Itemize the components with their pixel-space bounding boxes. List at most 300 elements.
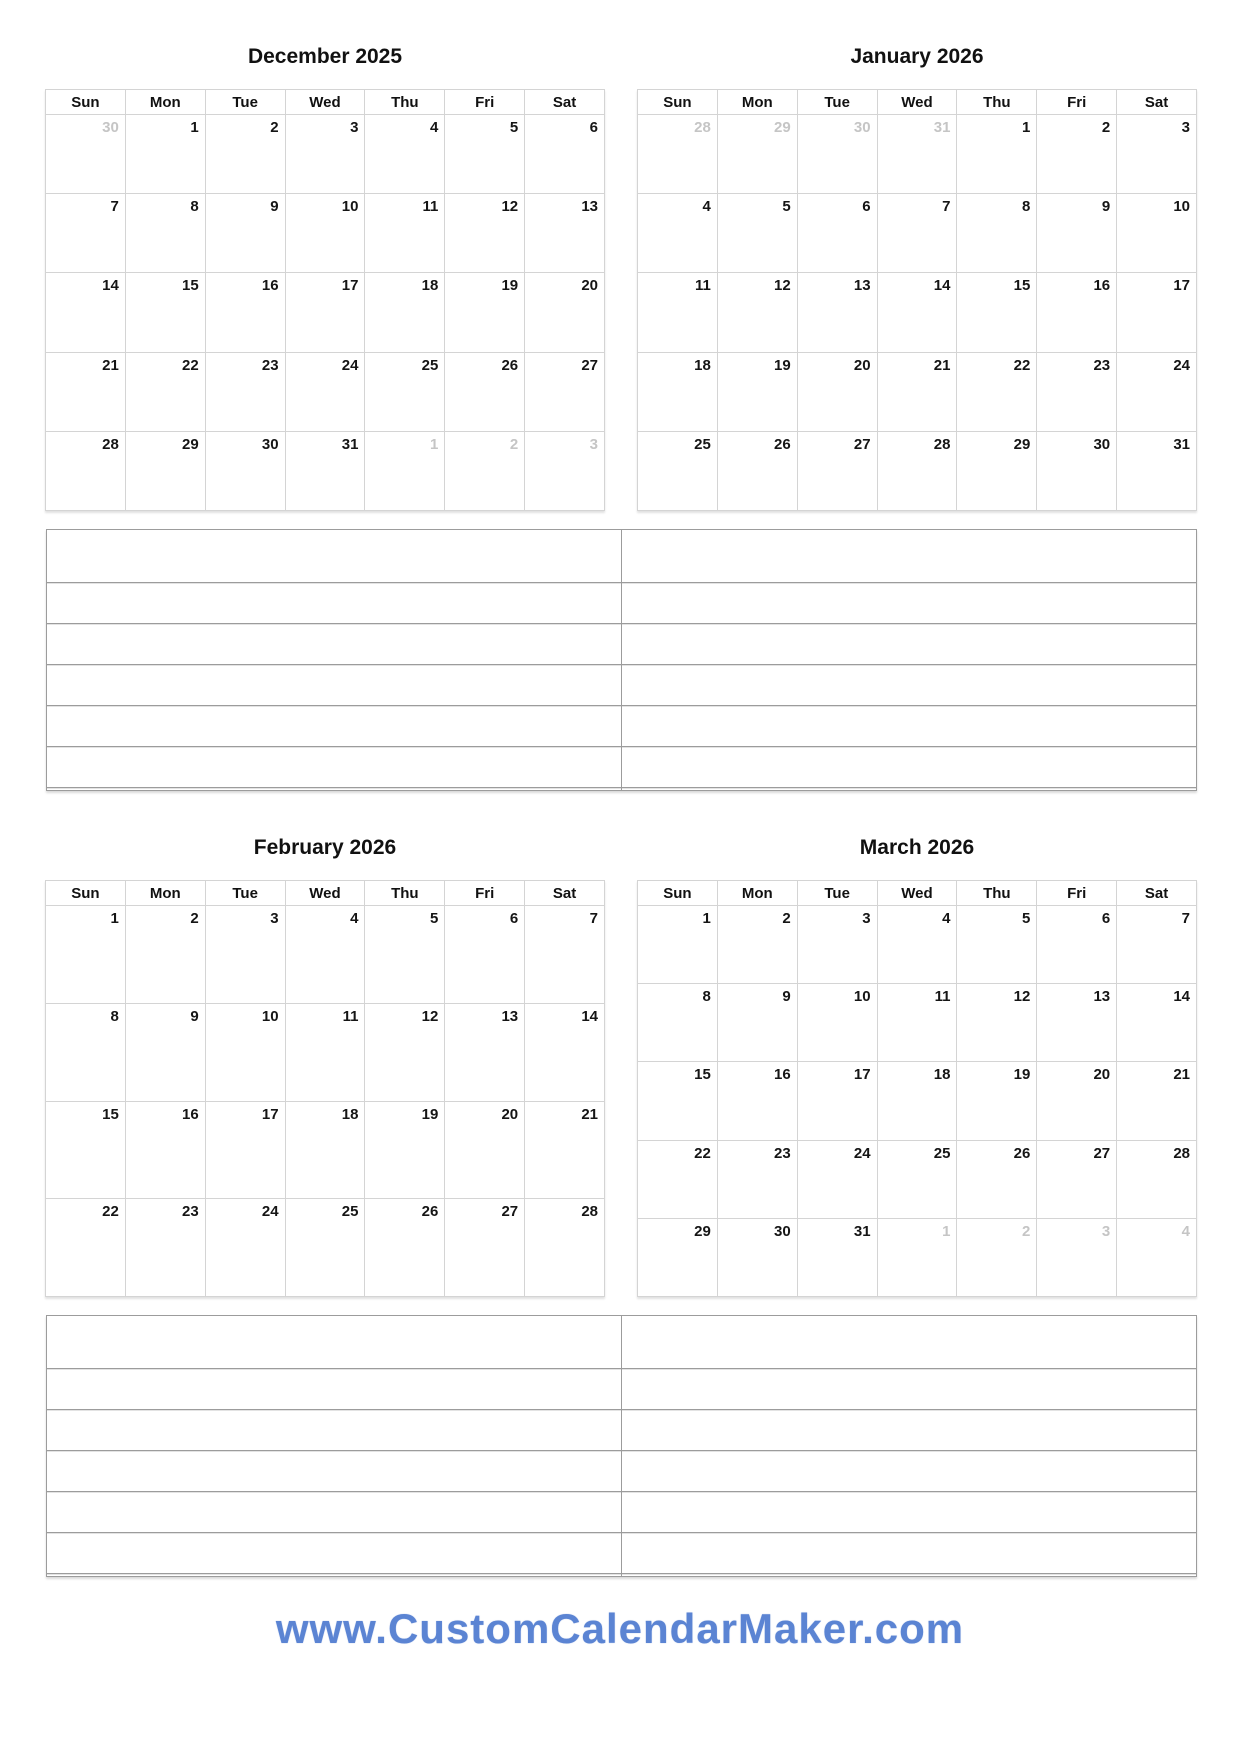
- day-cell: [957, 984, 1037, 1061]
- day-cell: [1117, 906, 1196, 983]
- day-number: 23: [182, 1203, 199, 1221]
- day-number: 23: [774, 1144, 791, 1162]
- day-cell: [46, 1199, 126, 1296]
- note-row: [47, 530, 1196, 583]
- day-cell: [1117, 1141, 1196, 1218]
- day-cell: [1117, 353, 1196, 431]
- day-number: 13: [1093, 988, 1111, 1006]
- day-number: 2: [782, 910, 791, 927]
- week-row: [638, 194, 1196, 273]
- day-cell: [718, 1141, 798, 1218]
- day-number: 30: [102, 119, 119, 136]
- bottom-calendar-row: [0, 791, 1240, 1297]
- day-cell: [957, 432, 1037, 510]
- day-number: 7: [1181, 910, 1191, 927]
- weekday-header: Wed: [286, 90, 366, 114]
- day-cell: [1037, 432, 1117, 510]
- day-number: 9: [1101, 198, 1111, 216]
- calendar-grid: [638, 906, 1196, 1296]
- calendar-title: December 2025: [247, 45, 403, 68]
- day-cell: [638, 984, 718, 1061]
- day-number: 31: [853, 1222, 871, 1240]
- weekday-header: Thu: [365, 90, 445, 114]
- day-cell: [365, 432, 445, 510]
- day-cell: [445, 1102, 525, 1199]
- day-cell: [798, 353, 878, 431]
- weekday-header-row: [46, 881, 604, 906]
- day-cell: [718, 432, 798, 510]
- day-number: 4: [942, 910, 951, 927]
- week-row: [46, 1004, 604, 1102]
- day-number: 6: [1101, 910, 1111, 927]
- day-cell: [718, 194, 798, 272]
- day-cell: [46, 273, 126, 351]
- day-cell: [525, 1004, 604, 1101]
- day-number: 17: [341, 277, 359, 295]
- watermark-row: [0, 1605, 1240, 1653]
- day-number: 28: [581, 1203, 599, 1221]
- note-row: [47, 747, 1196, 788]
- day-number: 12: [501, 198, 519, 216]
- day-cell: [126, 432, 206, 510]
- week-row: [638, 984, 1196, 1062]
- week-row: [638, 1062, 1196, 1140]
- day-cell: [798, 906, 878, 983]
- calendar-grid: [46, 115, 604, 510]
- note-row: [47, 583, 1196, 624]
- week-row: [46, 115, 604, 194]
- day-cell: [126, 1102, 206, 1199]
- day-cell: [365, 194, 445, 272]
- day-cell: [718, 273, 798, 351]
- day-number: 18: [341, 1105, 359, 1123]
- calendar-title: January 2026: [850, 45, 984, 68]
- day-number: 26: [421, 1203, 439, 1221]
- day-number: 17: [261, 1105, 279, 1123]
- day-cell: [798, 1062, 878, 1139]
- day-number: 25: [341, 1203, 359, 1221]
- calendar-grid-table: [637, 89, 1197, 511]
- day-cell: [1037, 984, 1117, 1061]
- day-number: 24: [853, 1144, 871, 1162]
- day-number: 9: [782, 988, 791, 1006]
- day-cell: [126, 906, 206, 1003]
- day-cell: [878, 984, 958, 1061]
- day-number: 25: [694, 435, 711, 453]
- week-row: [46, 273, 604, 352]
- day-number: 27: [853, 435, 871, 453]
- day-cell: [1117, 432, 1196, 510]
- watermark-link[interactable]: www.CustomCalendarMaker.com: [275, 1605, 965, 1652]
- day-number: 4: [702, 198, 711, 216]
- day-cell: [365, 1102, 445, 1199]
- day-cell: [126, 194, 206, 272]
- day-cell: [1117, 1062, 1196, 1139]
- weekday-header: Mon: [126, 881, 206, 905]
- weekday-header: Sun: [638, 90, 718, 114]
- day-cell: [525, 194, 604, 272]
- day-number: 19: [421, 1105, 439, 1123]
- note-row: [47, 1316, 1196, 1369]
- day-cell: [206, 194, 286, 272]
- day-number: 22: [182, 356, 199, 374]
- day-cell: [206, 115, 286, 193]
- day-cell: [286, 1199, 366, 1296]
- day-number: 29: [694, 1222, 711, 1240]
- day-number: 7: [942, 198, 951, 216]
- day-number: 20: [853, 356, 871, 374]
- day-number: 25: [933, 1144, 951, 1162]
- day-number: 2: [190, 910, 199, 927]
- day-cell: [878, 194, 958, 272]
- day-cell: [1037, 353, 1117, 431]
- day-number: 1: [1021, 119, 1031, 136]
- day-number: 18: [421, 277, 439, 295]
- day-cell: [365, 906, 445, 1003]
- day-number: 11: [934, 988, 951, 1006]
- day-number: 31: [1173, 435, 1191, 453]
- calendar-grid: [638, 115, 1196, 510]
- day-cell: [46, 353, 126, 431]
- day-cell: [445, 194, 525, 272]
- day-number: 6: [589, 119, 599, 136]
- day-cell: [718, 1219, 798, 1296]
- day-cell: [525, 432, 604, 510]
- day-cell: [798, 194, 878, 272]
- day-number: 12: [774, 277, 791, 295]
- notes-column-divider: [621, 530, 622, 790]
- day-cell: [286, 432, 366, 510]
- calendar-title: February 2026: [253, 836, 397, 859]
- day-cell: [46, 906, 126, 1003]
- week-row: [46, 353, 604, 432]
- week-row: [638, 432, 1196, 510]
- day-number: 29: [1013, 435, 1031, 453]
- day-number: 3: [270, 910, 279, 927]
- day-cell: [878, 1219, 958, 1296]
- day-cell: [1117, 194, 1196, 272]
- day-cell: [286, 194, 366, 272]
- week-row: [638, 353, 1196, 432]
- day-cell: [365, 115, 445, 193]
- day-cell: [638, 1141, 718, 1218]
- week-row: [46, 1199, 604, 1296]
- day-cell: [957, 1062, 1037, 1139]
- day-cell: [798, 1219, 878, 1296]
- weekday-header: Sun: [638, 881, 718, 905]
- weekday-header: Sun: [46, 881, 126, 905]
- calendar-grid-table: [637, 880, 1197, 1297]
- day-number: 1: [702, 910, 711, 927]
- day-cell: [1037, 1219, 1117, 1296]
- day-cell: [1117, 984, 1196, 1061]
- day-cell: [718, 984, 798, 1061]
- day-cell: [365, 353, 445, 431]
- day-cell: [525, 906, 604, 1003]
- weekday-header: Fri: [1037, 881, 1117, 905]
- day-cell: [1117, 1219, 1196, 1296]
- day-cell: [638, 194, 718, 272]
- weekday-header: Wed: [878, 90, 958, 114]
- day-cell: [798, 984, 878, 1061]
- day-number: 23: [261, 356, 279, 374]
- day-number: 20: [1093, 1066, 1111, 1084]
- day-number: 21: [1173, 1066, 1191, 1084]
- day-cell: [1037, 1141, 1117, 1218]
- day-number: 23: [1093, 356, 1111, 374]
- day-cell: [957, 1219, 1037, 1296]
- day-number: 10: [1173, 198, 1191, 216]
- day-number: 5: [782, 198, 791, 216]
- week-row: [46, 1102, 604, 1200]
- day-cell: [286, 353, 366, 431]
- day-number: 4: [429, 119, 439, 136]
- day-cell: [286, 1004, 366, 1101]
- day-cell: [718, 906, 798, 983]
- weekday-header: Tue: [206, 881, 286, 905]
- weekday-header: Wed: [878, 881, 958, 905]
- day-cell: [525, 115, 604, 193]
- day-cell: [1037, 194, 1117, 272]
- day-number: 10: [853, 988, 871, 1006]
- day-number: 8: [190, 198, 199, 216]
- day-cell: [798, 432, 878, 510]
- day-cell: [957, 906, 1037, 983]
- day-number: 9: [270, 198, 279, 216]
- weekday-header: Thu: [365, 881, 445, 905]
- day-number: 20: [581, 277, 599, 295]
- day-number: 4: [1181, 1222, 1191, 1240]
- day-number: 10: [341, 198, 359, 216]
- day-number: 13: [581, 198, 599, 216]
- day-number: 5: [1021, 910, 1031, 927]
- day-cell: [46, 194, 126, 272]
- day-number: 28: [694, 119, 711, 136]
- day-cell: [1117, 115, 1196, 193]
- weekday-header-row: [638, 881, 1196, 906]
- day-number: 17: [1173, 277, 1191, 295]
- day-number: 21: [581, 1105, 599, 1123]
- day-cell: [1037, 273, 1117, 351]
- day-cell: [525, 1102, 604, 1199]
- day-cell: [638, 353, 718, 431]
- week-row: [638, 273, 1196, 352]
- day-number: 27: [1093, 1144, 1111, 1162]
- day-number: 31: [933, 119, 951, 136]
- day-number: 3: [862, 910, 871, 927]
- day-cell: [1037, 115, 1117, 193]
- day-number: 16: [182, 1105, 199, 1123]
- weekday-header-row: [638, 90, 1196, 115]
- day-number: 25: [421, 356, 439, 374]
- calendar-march-2026: [637, 833, 1197, 1297]
- note-row: [47, 1410, 1196, 1451]
- day-cell: [638, 906, 718, 983]
- day-cell: [878, 906, 958, 983]
- day-number: 8: [702, 988, 711, 1006]
- day-number: 2: [1021, 1222, 1031, 1240]
- day-cell: [957, 273, 1037, 351]
- day-number: 28: [933, 435, 951, 453]
- notes-section: [46, 1315, 1197, 1577]
- day-number: 18: [694, 356, 711, 374]
- day-cell: [206, 1199, 286, 1296]
- day-cell: [638, 432, 718, 510]
- calendar-grid: [46, 906, 604, 1296]
- day-number: 31: [341, 435, 359, 453]
- weekday-header: Fri: [1037, 90, 1117, 114]
- day-cell: [525, 1199, 604, 1296]
- day-number: 30: [1093, 435, 1111, 453]
- weekday-header-row: [46, 90, 604, 115]
- day-cell: [878, 115, 958, 193]
- day-number: 15: [182, 277, 199, 295]
- day-cell: [126, 1199, 206, 1296]
- day-number: 30: [774, 1222, 791, 1240]
- day-cell: [878, 273, 958, 351]
- day-number: 21: [102, 356, 119, 374]
- day-number: 16: [261, 277, 279, 295]
- day-number: 29: [774, 119, 791, 136]
- day-number: 26: [501, 356, 519, 374]
- day-number: 7: [589, 910, 599, 927]
- day-number: 19: [501, 277, 519, 295]
- day-number: 14: [933, 277, 951, 295]
- day-number: 10: [261, 1007, 279, 1025]
- note-row: [47, 624, 1196, 665]
- day-cell: [126, 115, 206, 193]
- note-row: [47, 1451, 1196, 1492]
- day-number: 27: [501, 1203, 519, 1221]
- day-number: 5: [429, 910, 439, 927]
- day-number: 3: [1181, 119, 1191, 136]
- note-row: [47, 1369, 1196, 1410]
- day-number: 1: [110, 910, 119, 927]
- day-number: 15: [102, 1105, 119, 1123]
- weekday-header: Tue: [206, 90, 286, 114]
- day-number: 6: [509, 910, 519, 927]
- day-number: 6: [862, 198, 871, 216]
- day-number: 28: [102, 435, 119, 453]
- day-number: 7: [110, 198, 119, 216]
- day-cell: [638, 1219, 718, 1296]
- day-cell: [46, 432, 126, 510]
- week-row: [46, 194, 604, 273]
- weekday-header: Sat: [552, 884, 577, 902]
- day-cell: [878, 353, 958, 431]
- day-cell: [638, 273, 718, 351]
- day-number: 18: [933, 1066, 951, 1084]
- day-number: 12: [1013, 988, 1031, 1006]
- day-cell: [126, 353, 206, 431]
- day-cell: [957, 194, 1037, 272]
- day-cell: [957, 115, 1037, 193]
- day-cell: [718, 1062, 798, 1139]
- day-cell: [525, 273, 604, 351]
- day-number: 16: [774, 1066, 791, 1084]
- day-number: 17: [853, 1066, 871, 1084]
- day-cell: [957, 1141, 1037, 1218]
- day-cell: [126, 1004, 206, 1101]
- day-cell: [878, 1141, 958, 1218]
- day-number: 19: [774, 356, 791, 374]
- day-cell: [638, 115, 718, 193]
- day-cell: [878, 1062, 958, 1139]
- weekday-header: Mon: [126, 90, 206, 114]
- weekday-header: Sat: [1144, 884, 1169, 902]
- day-number: 14: [581, 1007, 599, 1025]
- day-number: 24: [1173, 356, 1191, 374]
- day-number: 14: [102, 277, 119, 295]
- note-row: [47, 706, 1196, 747]
- note-row: [47, 1533, 1196, 1574]
- day-number: 21: [933, 356, 951, 374]
- calendar-january-2026: [637, 42, 1197, 511]
- day-number: 1: [942, 1222, 951, 1240]
- day-cell: [365, 1004, 445, 1101]
- day-number: 11: [422, 198, 439, 216]
- day-cell: [445, 273, 525, 351]
- weekday-header: Wed: [286, 881, 366, 905]
- day-number: 2: [509, 435, 519, 453]
- day-cell: [206, 273, 286, 351]
- day-cell: [798, 115, 878, 193]
- day-cell: [206, 1102, 286, 1199]
- weekday-header: Thu: [957, 881, 1037, 905]
- day-cell: [286, 906, 366, 1003]
- day-cell: [1037, 1062, 1117, 1139]
- day-cell: [445, 1199, 525, 1296]
- day-number: 30: [261, 435, 279, 453]
- day-number: 28: [1173, 1144, 1191, 1162]
- week-row: [638, 906, 1196, 984]
- day-cell: [46, 115, 126, 193]
- day-number: 3: [589, 435, 599, 453]
- day-number: 29: [182, 435, 199, 453]
- weekday-header: Tue: [798, 90, 878, 114]
- weekday-header: Thu: [957, 90, 1037, 114]
- day-cell: [718, 115, 798, 193]
- day-number: 2: [1101, 119, 1111, 136]
- day-cell: [46, 1004, 126, 1101]
- day-number: 8: [110, 1007, 119, 1025]
- day-cell: [286, 273, 366, 351]
- note-row: [47, 1492, 1196, 1533]
- day-number: 5: [509, 119, 519, 136]
- week-row: [638, 115, 1196, 194]
- day-number: 19: [1013, 1066, 1031, 1084]
- note-row: [47, 665, 1196, 706]
- day-cell: [1037, 906, 1117, 983]
- calendar-grid-table: [45, 880, 605, 1297]
- day-number: 1: [429, 435, 439, 453]
- day-number: 20: [501, 1105, 519, 1123]
- week-row: [46, 906, 604, 1004]
- top-calendar-row: [0, 0, 1240, 511]
- day-number: 1: [190, 119, 199, 136]
- weekday-header: Sat: [1144, 93, 1169, 111]
- day-cell: [878, 432, 958, 510]
- day-cell: [365, 1199, 445, 1296]
- weekday-header: Fri: [445, 881, 525, 905]
- day-cell: [445, 115, 525, 193]
- day-cell: [445, 432, 525, 510]
- day-cell: [445, 906, 525, 1003]
- day-number: 14: [1173, 988, 1191, 1006]
- day-cell: [286, 115, 366, 193]
- day-cell: [718, 353, 798, 431]
- day-number: 13: [501, 1007, 519, 1025]
